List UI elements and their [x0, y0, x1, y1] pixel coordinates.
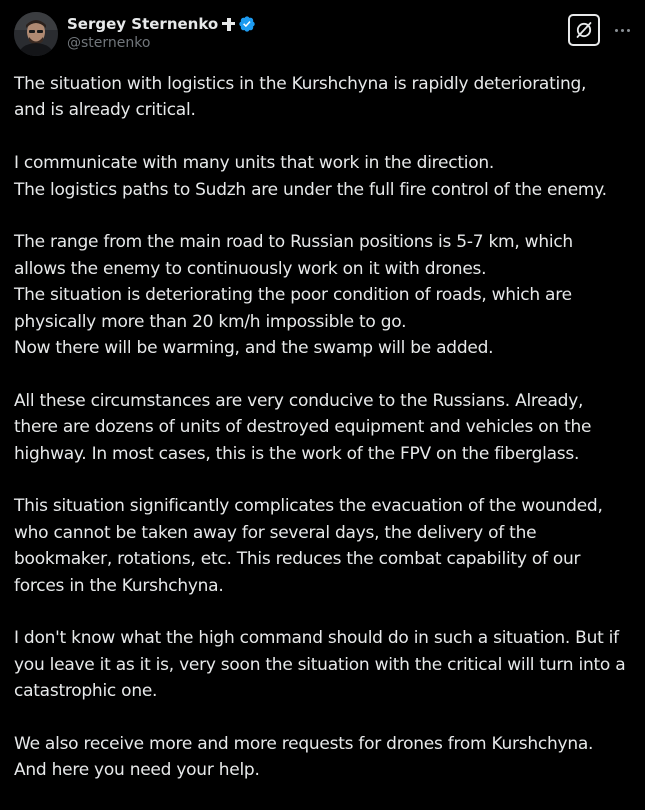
tweet-line: All these circumstances are very conducive to the Russians. Already,: [14, 390, 584, 411]
avatar[interactable]: [14, 12, 58, 56]
tweet-paragraph: [14, 625, 639, 704]
tweet-paragraph: [14, 731, 639, 784]
author-display-name[interactable]: Sergey Sternenko: [67, 15, 219, 33]
tweet-text: [14, 71, 639, 810]
tweet-line: you leave it as it is, very soon the situation with the critical will turn into a: [14, 654, 626, 675]
verified-badge-icon[interactable]: [238, 15, 256, 33]
tweet-line: highway. In most cases, this is the work of the FPV on the fiberglass.: [14, 443, 580, 464]
tweet-line: bookmaker, rotations, etc. This reduces the combat capability of our: [14, 549, 581, 570]
author-handle[interactable]: @sternenko: [67, 35, 151, 51]
tweet-line: catastrophic one.: [14, 681, 158, 702]
tweet-line: This situation significantly complicates the evacuation of the wounded,: [14, 496, 603, 517]
tweet-header: [0, 0, 645, 64]
tweet-paragraph: [14, 493, 639, 599]
tweet-line: physically more than 20 km/h impossible to go.: [14, 311, 407, 332]
more-options-button[interactable]: [610, 20, 634, 40]
tweet-line: forces in the Kurshchyna.: [14, 575, 224, 596]
tweet-line: The situation is deteriorating the poor condition of roads, which are: [14, 285, 572, 306]
tweet-line: there are dozens of units of destroyed equipment and vehicles on the: [14, 417, 592, 438]
cross-icon: [222, 18, 235, 31]
avatar-photo-icon: [14, 12, 58, 56]
tweet-line: The range from the main road to Russian positions is 5-7 km, which: [14, 232, 573, 253]
tweet-line: The logistics paths to Sudzh are under the full fire control of the enemy.: [14, 179, 607, 200]
tweet-line: The situation with logistics in the Kurshchyna is rapidly deteriorating,: [14, 74, 587, 94]
tweet-line: I communicate with many units that work in the direction.: [14, 153, 495, 174]
tweet-line: I don't know what the high command should do in such a situation. But if: [14, 628, 619, 649]
grok-button[interactable]: [568, 14, 600, 46]
tweet-line: We also receive more and more requests for drones from Kurshchyna.: [14, 734, 594, 755]
tweet-line: and is already critical.: [14, 100, 196, 121]
tweet-line: Now there will be warming, and the swamp will be added.: [14, 338, 494, 359]
tweet-paragraph: [14, 150, 639, 203]
tweet-line: And here you need your help.: [14, 760, 260, 781]
author-name-row[interactable]: [67, 14, 256, 34]
tweet-paragraph: [14, 388, 639, 467]
grok-icon: [574, 20, 594, 40]
more-dots-icon: [615, 29, 618, 32]
more-dots-icon: [627, 29, 630, 32]
tweet-line: who cannot be taken away for several days, the delivery of the: [14, 522, 537, 543]
more-dots-icon: [621, 29, 624, 32]
tweet-paragraph: [14, 229, 639, 361]
tweet-paragraph: [14, 71, 639, 124]
tweet-line: allows the enemy to continuously work on it with drones.: [14, 258, 487, 279]
author-info: [67, 14, 256, 51]
